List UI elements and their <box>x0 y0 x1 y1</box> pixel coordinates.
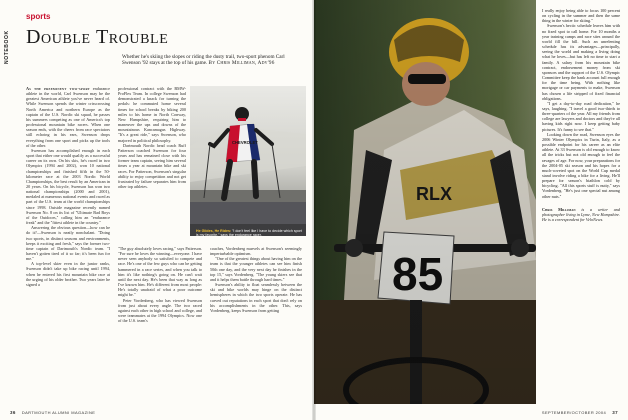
paragraph: Answering the obvious question—how can he do it?—Swenson is neatly nonchalant. "Doing two sports, in distinct seasons and environments, keeps it exciting and fresh," says the former two-time captain of Dartmouth's Nordic team. "I haven't gotten tired of it so far; it's been fun for me." <box>26 225 110 262</box>
paragraph <box>26 86 110 148</box>
paragraph: I really enjoy being able to focus 100 percent on cycling in the summer and then the same thing in the winter for skiing." <box>542 8 620 24</box>
paragraph: Swenson's ability to float seamlessly between the ski and bike worlds may hinge on the distinct hemispheres in which the two sports operate. He has carved out reputations in each sport that don't rely on his accomplishments in the other. This, says Vordenberg, keeps Swenson from getting <box>210 282 302 313</box>
author-bio <box>542 207 620 222</box>
page-gutter <box>312 0 316 420</box>
paragraph: "One of the greatest things about having him on the team is that the younger athletes can see him finish 50th one day, and the very next day he finishes in the top 15," says Vordenberg. "The young skiers see that and it helps them battle through hard times." <box>210 256 302 282</box>
page-number: 36 <box>10 410 16 415</box>
body-column-4 <box>210 246 302 406</box>
bio-name: Chris Milliman <box>542 206 576 212</box>
paragraph-text: endurance athlete in the world, Carl Swenson may be the greatest American athlete you've never heard of. While Swenson spends the winter crisscrossing North America and northern Europe as the captain of the U.S. Nordic ski squad, he passes his summers competing as one of America's top professional mountain bike racers. When one season ends, with the cheers from race spectators still echoing in his ears, Swenson drops everything from one sport and picks up the tools of the other. <box>26 86 110 148</box>
folio-right <box>542 410 618 415</box>
article-title: Double Trouble <box>26 26 169 48</box>
magazine-name: DARTMOUTH ALUMNI MAGAZINE <box>21 410 96 415</box>
folio-left <box>10 410 95 415</box>
paragraph: "I get a day-to-day road dedication," he says, laughing. "I travel a good two-thirds to three-quarters of the year. All my friends from college are lawyers and doctors and they're all having kids right now. I keep getting baby pictures. It's funny to see that." <box>542 100 620 132</box>
notebook-tab-label: NOTEBOOK <box>4 30 10 64</box>
byline: By Chris Milliman, Adv'96 <box>208 60 275 67</box>
paragraph: Swenson's hectic schedule leaves him with no fixed spot to call home. For 10 months a year training camps and race sites around the world fill the bill. Such an unrelenting schedule has its advantages—principally, seeing the world and making a living doing what he loves—but has left no time to start a family. A salary from his mountain bike contract, endorsement money from ski sponsors and the support of the U.S. Olympic Committee keep the bank account full enough for the time being. With nothing like mortgage or car payments to make, Swenson has chosen a life stripped of fixed financial obligations. <box>542 23 620 101</box>
right-page <box>314 0 628 420</box>
photo-caption <box>196 229 304 237</box>
page-number: 37 <box>612 410 618 415</box>
paragraph: Dartmouth Nordic head coach Ruff Patterson coached Swenson for four years and has remained close with his former team captain, seeing him several times a year at mountain bike and ski races. For Patterson, Swenson's singular ability to enjoy competition and not get frustrated by failure separates him from other top athletes. <box>118 142 186 189</box>
paragraph: Looking down the road, Swenson eyes the 2006 Winter Olympics in Turin, Italy, as a possible endpoint for his career as an elite athlete. At 33 Swenson is old enough to know all the tricks but not old enough to feel the ravages of age. For now, your preparations for the 2004-05 ski season and his hopes for a much-coveted spot on the World Cup medal stand involve riding a bike for a living. He'll prepare for season's biathlon cold by bicycling. "All this sports stuff is nutty," says Vordenberg. "He's just one special nut among other nuts." <box>542 131 620 199</box>
paragraph: professional contract with the BMW-ProFlex Team. In college Swenson had demonstrated a knack for turning the pedals: he commuted home several times for school breaks by biking 200 miles to his home in North Conway, New Hampshire, requiring him to maneuver the ups and downs of the mountainous Kancamagus Highway. "It's a great ride," says Swenson, who majored in political philosophy. <box>118 86 186 143</box>
skier-illustration <box>190 86 306 236</box>
article-deck <box>122 54 302 66</box>
caption-highlight: He Glides, He Rides: <box>196 229 232 233</box>
paragraph: A top-level skier even in the junior ranks, Swenson didn't take up bike racing until 1994, when he entered his first mountain bike race at the urging of his older brother. Two years later he signed a <box>26 261 110 287</box>
skier-bib-text: CHEVROLET <box>232 140 258 145</box>
caption-text: "I don't feel like I have to decide which sport is my favorite," says the endurance racer. <box>196 229 302 238</box>
body-column-2 <box>118 86 186 236</box>
paragraph: "The guy absolutely loves racing," says Patterson. "For sure he loves the winning—everyone. I have never seen anybody so satisfied to compete and race. He's one of the few guys who can be getting hammered in a race series, and when you talk to him it's like nothing's going on. He can't wait until the next day. He's been that way as long as I've known him. He's different from most people: He's totally unafraid of what a poor outcome might be." <box>118 246 202 298</box>
body-column-3 <box>118 246 202 406</box>
skier-photo <box>190 86 306 236</box>
body-column-1 <box>26 86 110 404</box>
section-label: sports <box>26 12 51 21</box>
issue-date: SEPTEMBER/OCTOBER 2004 <box>541 410 607 415</box>
notebook-tab <box>4 10 11 64</box>
paragraph: Swenson has accomplished enough in each sport that either one would qualify as a successful career on its own. On his skis, he's raced in two Olympics (1994 and 2002), won 10 national championships and finished fifth in the 50-kilometer race at the 2003 Nordic World Championships, the best result by an American in 20 years. On his bicycle, Swenson has won two national championships (2000 and 2001), medaled at numerous national events and raced as part of the U.S. team at the world championships since 1998. Outside magazine recently named Swenson No. 8 on its list of "Ultimate Bad Boys of the Outdoors," calling him an "endurance freak" and the "fittest athlete in the country." <box>26 147 110 226</box>
paragraph: Peter Vordenberg, who has viewed Swenson from just about every angle. The two raced against each other in high school and college, and were teammates at the 1994 Olympics. Now one of the U.S. team's <box>118 297 202 324</box>
right-body-column <box>542 8 620 398</box>
paragraph: coaches, Vordenberg marvels at Swenson's seemingly imperturbable optimism. <box>210 246 302 257</box>
deck-text: Whether he's skiing the slopes or riding the dusty trail, two-sport phenom Carl Swenson '92 stays at the top of his game. <box>122 54 285 67</box>
bio-text: is a writer and photographer living in Lyme, New Hampshire. He is a correspondent for VeloNews. <box>542 206 620 223</box>
lead-in: As the preeminent two-sport <box>26 86 90 91</box>
